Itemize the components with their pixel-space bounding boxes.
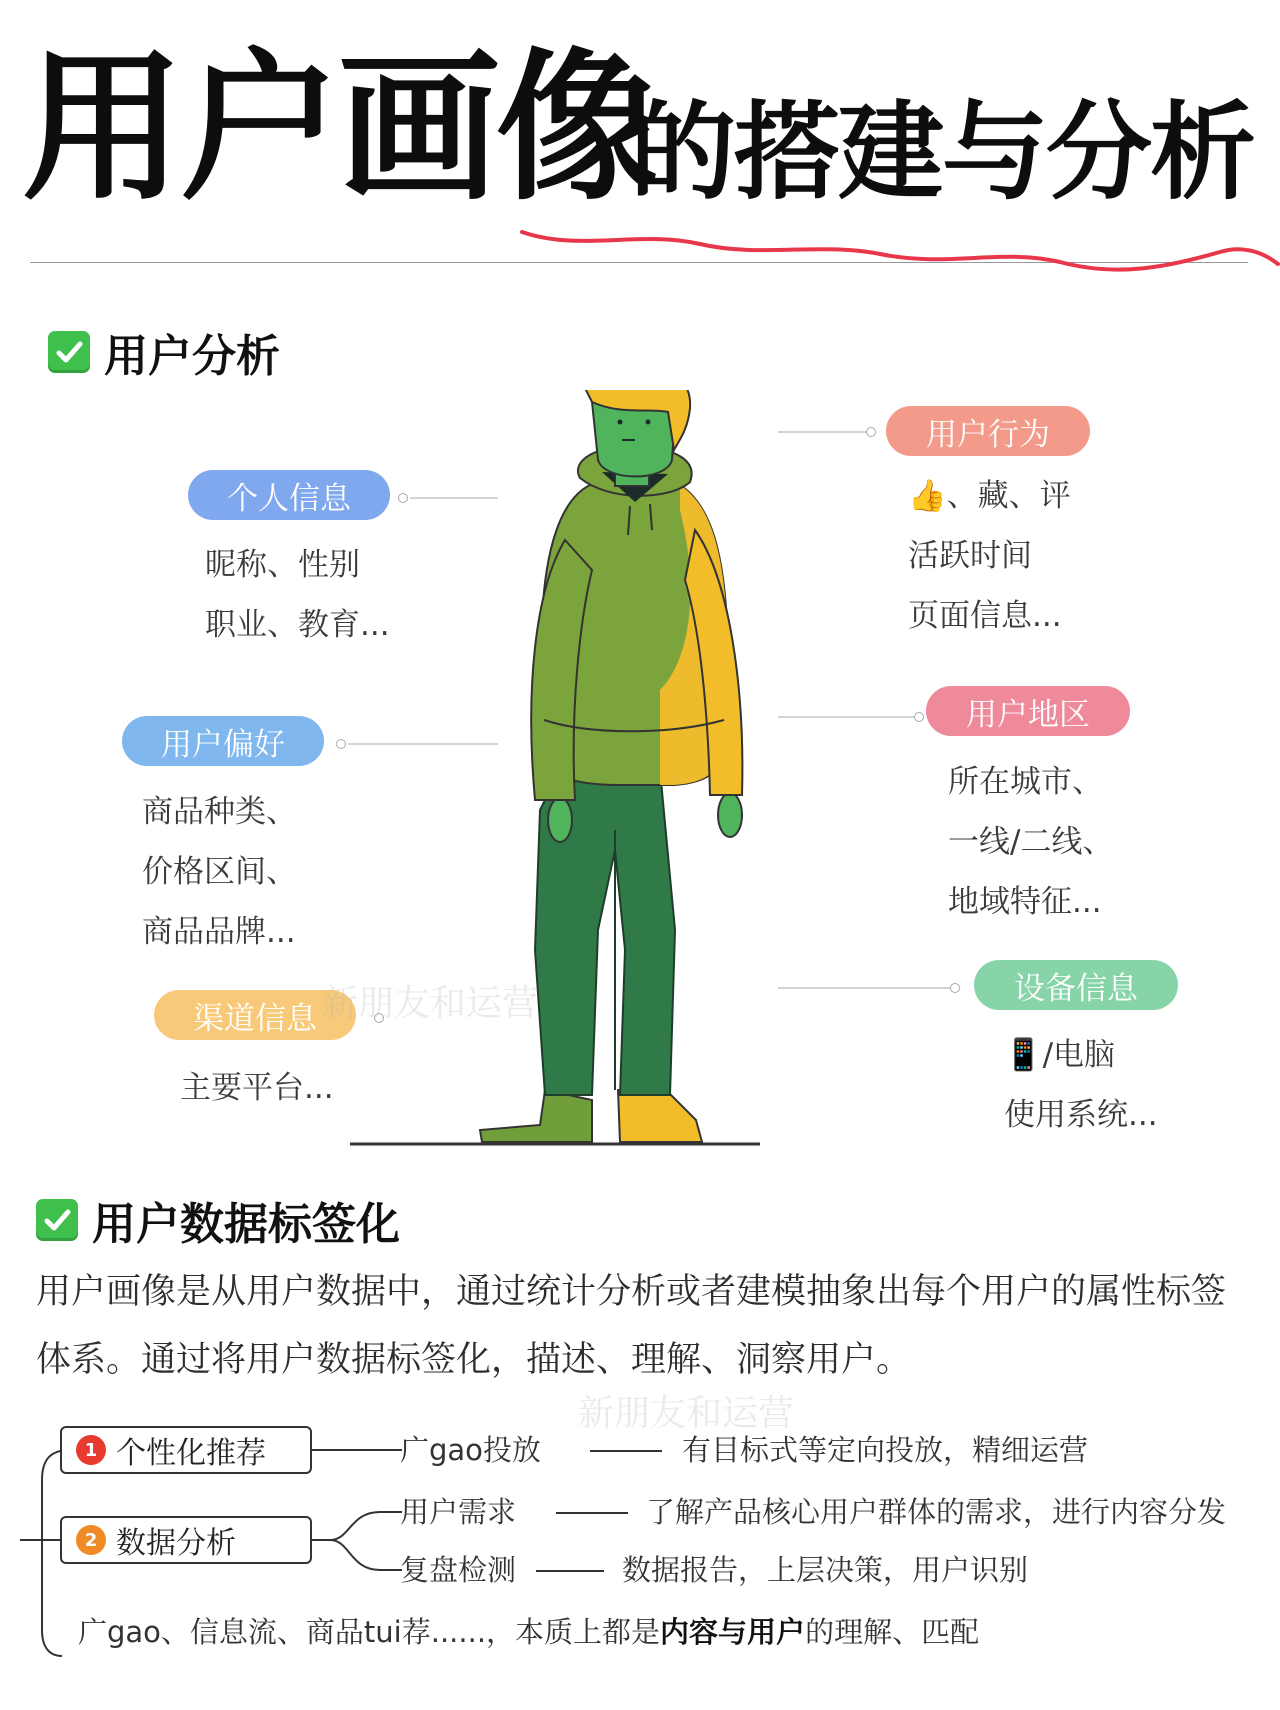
channel-line-1: 主要平台... — [180, 1070, 334, 1106]
connector-dot — [914, 712, 924, 722]
section-header-data-tagging — [36, 1188, 400, 1252]
user-needs-detail: 了解产品核心用户群体的需求，进行内容分发 — [646, 1495, 1227, 1529]
watermark: 新朋友和运营 — [578, 1393, 795, 1434]
connector-dot — [866, 427, 876, 437]
footer-prefix: 广gao、信息流、商品tui荐......，本质上都是 — [78, 1615, 661, 1649]
pill-user-region: 用户地区 — [926, 686, 1130, 736]
connector-dot — [398, 493, 408, 503]
node-label: 个性化推荐 — [116, 1436, 266, 1471]
connector-line — [410, 497, 498, 499]
behavior-line-2: 活跃时间 — [908, 538, 1032, 574]
review-check-label: 复盘检测 — [400, 1553, 517, 1587]
connector-dot — [336, 739, 346, 749]
connector-line — [778, 987, 952, 989]
behavior-line-1: 👍、藏、评 — [908, 478, 1071, 514]
connector-line — [778, 431, 868, 433]
dash-connector — [590, 1450, 662, 1452]
section-title: 用户分析 — [104, 331, 280, 382]
pill-device-info: 设备信息 — [974, 960, 1178, 1010]
dash-connector — [536, 1570, 604, 1572]
region-line-1: 所在城市、 — [948, 764, 1103, 800]
connector-dot — [950, 983, 960, 993]
red-squiggle-underline — [520, 222, 1280, 292]
preference-line-3: 商品品牌... — [142, 914, 296, 950]
device-line-2: 使用系统... — [1004, 1097, 1158, 1133]
review-check-detail: 数据报告，上层决策，用户识别 — [622, 1553, 1029, 1587]
ad-delivery-detail: 有目标式等定向投放，精细运营 — [682, 1433, 1089, 1467]
ad-delivery-label: 广gao投放 — [400, 1433, 541, 1467]
region-line-3: 地域特征... — [948, 884, 1102, 920]
user-needs-label: 用户需求 — [400, 1495, 517, 1529]
person-illustration — [330, 390, 780, 1150]
pill-user-behavior: 用户行为 — [886, 406, 1090, 456]
node-label: 数据分析 — [116, 1526, 236, 1561]
connector-line — [778, 716, 916, 718]
footer-bold: 内容与用户 — [660, 1615, 806, 1649]
personal-info-line-1: 昵称、性别 — [205, 547, 360, 583]
region-line-2: 一线/二线、 — [948, 824, 1114, 860]
checkmark-icon — [48, 331, 90, 373]
watermark: 新朋友和运营 — [322, 983, 539, 1024]
section-header-user-analysis — [48, 320, 280, 384]
device-line-1: 📱/电脑 — [1004, 1037, 1116, 1073]
preference-line-2: 价格区间、 — [142, 854, 297, 890]
mindmap-node-data-analysis — [60, 1516, 312, 1564]
connector-line — [348, 743, 498, 745]
intro-paragraph: 用户画像是从用户数据中，通过统计分析或者建模抽象出每个用户的属性标签体系。通过将用户数据标签化，描述、理解、洞察用户。 — [36, 1272, 1227, 1380]
preference-line-1: 商品种类、 — [142, 794, 297, 830]
checkmark-icon — [36, 1199, 78, 1241]
pill-channel-info: 渠道信息 — [154, 990, 356, 1040]
personal-info-line-2: 职业、教育... — [205, 607, 390, 643]
dash-connector — [556, 1512, 628, 1514]
behavior-line-3: 页面信息... — [908, 598, 1062, 634]
page-title-sub: 的搭建与分析 — [630, 91, 1254, 214]
section-title: 用户数据标签化 — [92, 1199, 400, 1250]
number-badge-icon: 1 — [76, 1435, 106, 1465]
mindmap-footer-summary — [78, 1615, 980, 1649]
page-title-main: 用户画像 — [22, 35, 654, 223]
pill-personal-info: 个人信息 — [188, 470, 390, 520]
mindmap-node-personalized-recommendation — [60, 1426, 312, 1474]
number-badge-icon: 2 — [76, 1525, 106, 1555]
pill-user-preference: 用户偏好 — [122, 716, 324, 766]
footer-suffix: 的理解、匹配 — [805, 1615, 980, 1649]
